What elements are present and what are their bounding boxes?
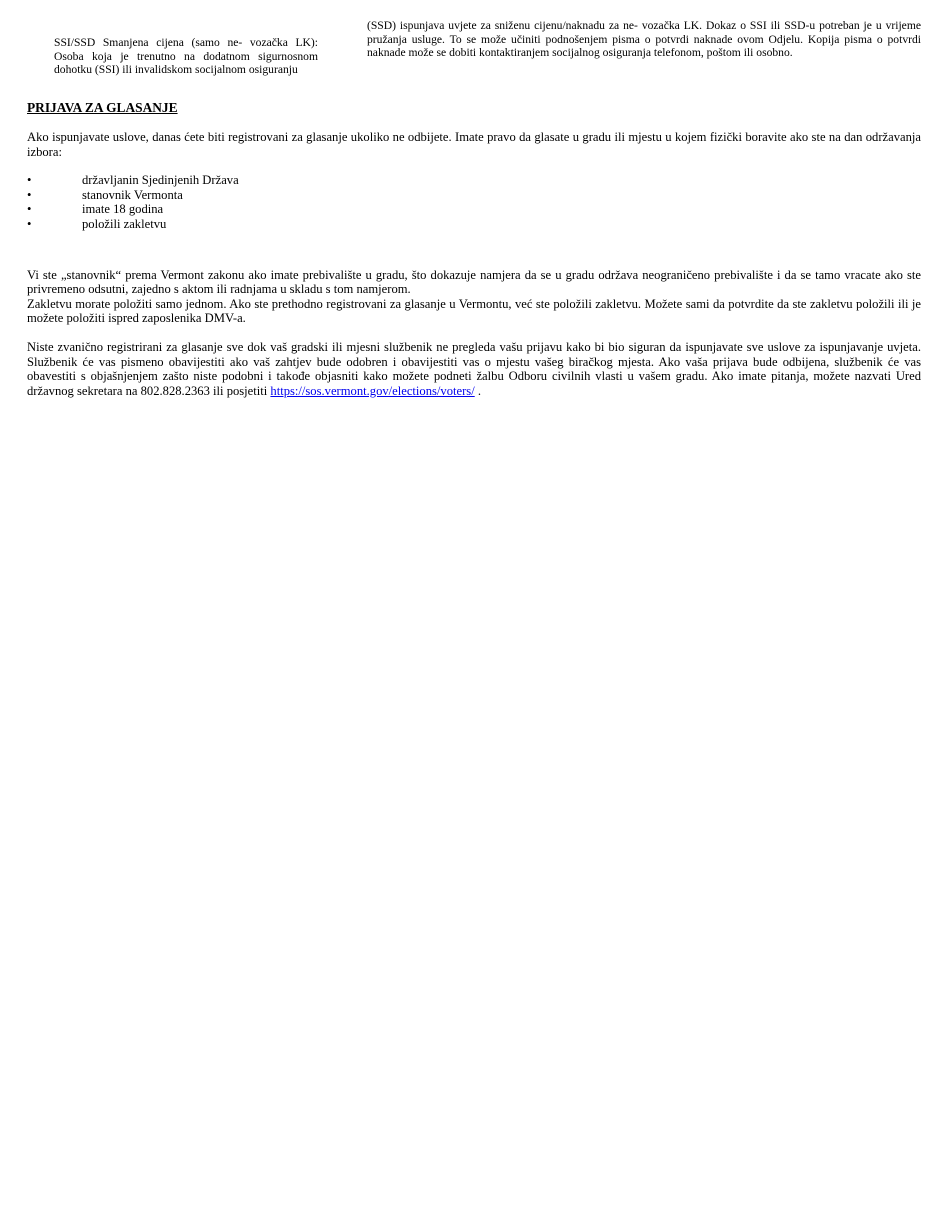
intro-paragraph: Ako ispunjavate uslove, danas ćete biti registrovani za glasanje ukoliko ne odbijete. Imate pravo da glasate u gradu ili mjestu u kojem fizički boravite ako ste na dan održavanja izbora: (27, 130, 921, 159)
list-item (27, 217, 921, 232)
bullet-icon: • (27, 202, 32, 217)
ssi-ssd-intro-text: SSI/SSD Smanjena cijena (samo ne- vozačka LK): Osoba koja je trenutno na dodatnom sigurnosnom dohotku (SSI) ili invalidskom socijalnom osiguranju (54, 36, 318, 77)
list-item-text: državljanin Sjedinjenih Država (82, 173, 239, 188)
list-item-text: položili zakletvu (82, 216, 167, 231)
ssi-ssd-continuation-text: (SSD) ispunjava uvjete za sniženu cijenu/naknadu za ne- vozačka LK. Dokaz o SSI ili SSD-u potreban je u vrijeme pružanja usluge. To se može učiniti podnošenjem pisma o potvrdi naknade ovom Odjelu. Kopija pisma o potvrdi naknade može se dobiti kontaktiranjem socijalnog osiguranja telefonom, poštom ili osobno. (367, 19, 921, 60)
list-item (27, 202, 921, 217)
elections-voters-link[interactable]: https://sos.vermont.gov/elections/voters/ (270, 383, 475, 398)
section-heading: PRIJAVA ZA GLASANJE (27, 100, 178, 115)
paragraph-end: . (474, 383, 481, 398)
registration-status-text: Niste zvanično registrirani za glasanje sve dok vaš gradski ili mjesni službenik ne pregleda vašu prijavu kako bi bio siguran da ispunjavate sve uslove za ispunjavanje uvjeta. Službenik će vas pismeno obavijestiti ako vaš zahtjev bude odobren i obavijestiti vas o mjestu vašeg biračkog mjesta. Ako vaša prijava bude odbijena, službenik će vas obavestiti s objašnjenjem zašto niste podobni i takođe objasniti kako možete podneti žalbu Odboru civilnih vlasti u vašem gradu. Ako imate pitanja, možete nazvati Ured državnog sekretara na 802.828.2363 ili posjetiti (27, 339, 921, 398)
list-item-text: stanovnik Vermonta (82, 187, 183, 202)
list-item-text: imate 18 godina (82, 202, 164, 217)
eligibility-list (27, 173, 921, 231)
registration-status-paragraph (27, 340, 921, 398)
list-item (27, 188, 921, 203)
bullet-icon: • (27, 173, 32, 188)
voter-registration-section (27, 100, 921, 398)
list-item (27, 173, 921, 188)
bullet-icon: • (27, 216, 32, 231)
oath-paragraph: Zakletvu morate položiti samo jednom. Ako ste prethodno registrovani za glasanje u Vermontu, već ste položili zakletvu. Možete sami da potvrdite da ste zakletvu položili ili je možete položiti ispred zaposlenika DMV-a. (27, 296, 921, 326)
bullet-icon: • (27, 187, 32, 202)
resident-definition-paragraph: Vi ste „stanovnik“ prema Vermont zakonu ako imate prebivalište u gradu, što dokazuje namjera da se u gradu održava neograničeno prebivalište i da se tamo vracate ako ste privremeno odsutni, zajedno s aktom ili radnjama u skladu s tom namjerom. (27, 267, 921, 297)
